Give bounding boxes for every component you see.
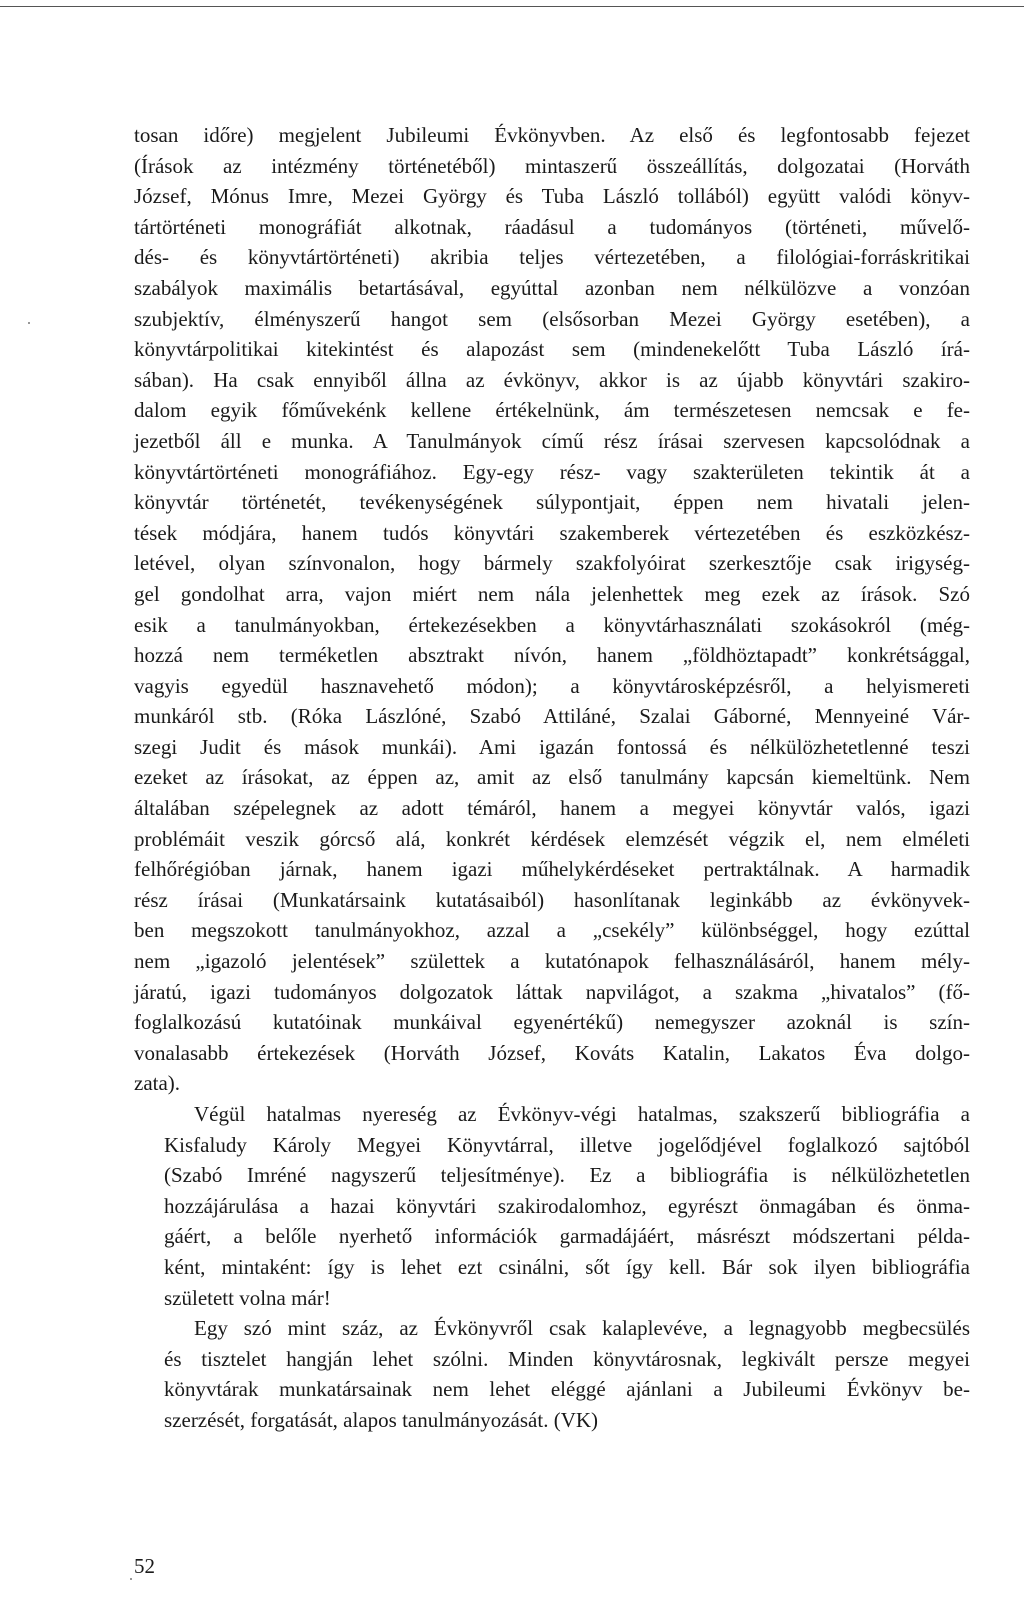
paragraph-1 (134, 120, 970, 1099)
text-line: foglalkozású kutatóinak munkáival egyenértékű) nemegyszer azoknál is szín- (134, 1010, 970, 1035)
text-line: szabályok maximális betartásával, egyúttal azonban nem nélkülözve a vonzóan (134, 275, 970, 300)
text-line: munkáról stb. (Róka Lászlóné, Szabó Attiláné, Szalai Gáborné, Mennyeiné Vár- (134, 704, 970, 729)
text-line: könyvtár történetét, tevékenységének súlypontjait, éppen nem hivatali jelen- (134, 490, 970, 515)
text-line: szubjektív, élményszerű hangot sem (elsősorban Mezei György esetében), a (134, 306, 970, 331)
text-line: (Írások az intézmény történetéből) mintaszerű összeállítás, dolgozatai (Horváth (134, 153, 970, 178)
text-line: rész írásai (Munkatársaink kutatásaiból) hasonlítanak leginkább az évkönyvek- (134, 887, 970, 912)
text-line: tések módjára, hanem tudós könyvtári szakemberek vértezetében és eszközkész- (134, 520, 970, 545)
text-line: tosan időre) megjelent Jubileumi Évkönyvben. Az első és legfontosabb fejezet (134, 123, 970, 147)
text-line: szerzését, forgatását, alapos tanulmányozását. (VK) (164, 1407, 599, 1432)
text-line: Egy szó mint száz, az Évkönyvről csak kalaplevéve, a legnagyobb megbecsülés (194, 1316, 970, 1341)
article-body (134, 120, 970, 1436)
text-line: esik a tanulmányokban, értekezésekben a könyvtárhasználati szokásokról (még- (134, 612, 970, 637)
text-line: járatú, igazi tudományos dolgozatok láttak napvilágot, a szakma „hivatalos” (fő- (134, 979, 970, 1004)
text-line: dés- és könyvtártörténeti) akribia teljes vértezetében, a filológiai-forráskritikai (134, 245, 970, 270)
text-line: hozzá nem terméketlen absztrakt nívón, hanem „földhöztapadt” konkrétsággal, (134, 643, 970, 668)
text-line: hozzájárulása a hazai könyvtári szakirodalomhoz, egyrészt önmagában és önma- (164, 1193, 970, 1218)
text-line: ezeket az írásokat, az éppen az, amit az első tanulmány kapcsán kiemeltünk. Nem (134, 765, 970, 790)
text-line: jezetből áll e munka. A Tanulmányok című rész írásai szervesen kapcsolódnak a (134, 428, 970, 453)
text-line: általában szépelegnek az adott témáról, hanem a megyei könyvtár valós, igazi (134, 796, 970, 821)
text-line: nem „igazoló jelentések” születtek a kutatónapok felhasználásáról, hanem mély- (134, 949, 970, 974)
text-line: letével, olyan színvonalon, hogy bármely szakfolyóirat szerkesztője csak irigység- (134, 551, 970, 576)
text-line: Kisfaludy Károly Megyei Könyvtárral, illetve jogelődjével foglalkozó sajtóból (164, 1132, 970, 1157)
scan-speck (130, 1578, 132, 1580)
text-line: vonalasabb értekezések (Horváth József, Kováts Katalin, Lakatos Éva dolgo- (134, 1040, 970, 1065)
text-line: vagyis egyedül hasznavehető módon); a könyvtárosképzésről, a helyismereti (134, 673, 970, 698)
text-line: gáért, a belőle nyerhető információk garmadájáért, másrészt módszertani példa- (164, 1224, 970, 1249)
paragraph-3 (134, 1313, 970, 1435)
text-line: könyvtárpolitikai kitekintést és alapozást sem (mindenekelőtt Tuba László írá- (134, 337, 970, 362)
paragraph-2 (134, 1099, 970, 1313)
text-line: sában). Ha csak ennyiből állna az évkönyv, akkor is az újabb könyvtári szakiro- (134, 367, 970, 392)
scan-speck (28, 322, 30, 324)
text-line: Végül hatalmas nyereség az Évkönyv-végi hatalmas, szakszerű bibliográfia a (194, 1102, 970, 1126)
top-rule (0, 6, 1024, 7)
text-line: született volna már! (164, 1285, 331, 1310)
text-line: könyvtárak munkatársainak nem lehet eléggé ajánlani a Jubileumi Évkönyv be- (164, 1377, 970, 1402)
text-line: ben megszokott tanulmányokhoz, azzal a „csekély” különbséggel, hogy ezúttal (134, 918, 970, 943)
page-number: 52 (134, 1554, 155, 1578)
text-line: ként, mintaként: így is lehet ezt csinálni, sőt így kell. Bár sok ilyen bibliográfia (164, 1254, 970, 1279)
text-line: (Szabó Imréné nagyszerű teljesítménye). Ez a bibliográfia is nélkülözhetetlen (164, 1163, 970, 1188)
text-line: József, Mónus Imre, Mezei György és Tuba László tollából) együtt valódi könyv- (134, 184, 970, 209)
text-line: felhőrégióban járnak, hanem igazi műhelykérdéseket pertraktálnak. A harmadik (134, 857, 970, 882)
text-line: zata). (134, 1071, 181, 1096)
text-line: könyvtártörténeti monográfiához. Egy-egy rész- vagy szakterületen tekintik át a (134, 459, 970, 484)
text-line: gel gondolhat arra, vajon miért nem nála jelenhettek meg ezek az írások. Szó (134, 581, 970, 606)
text-line: tártörténeti monográfiát alkotnak, ráadásul a tudományos (történeti, művelő- (134, 214, 970, 239)
text-line: problémáit veszik górcső alá, konkrét kérdések elemzését végzik el, nem elméleti (134, 826, 970, 851)
text-line: dalom egyik főművekénk kellene értékelnünk, ám természetesen nemcsak e fe- (134, 398, 970, 423)
text-line: szegi Judit és mások munkái). Ami igazán fontossá és nélkülözhetetlenné teszi (134, 734, 970, 759)
text-line: és tisztelet hangján lehet szólni. Minden könyvtárosnak, legkivált persze megyei (164, 1346, 970, 1371)
